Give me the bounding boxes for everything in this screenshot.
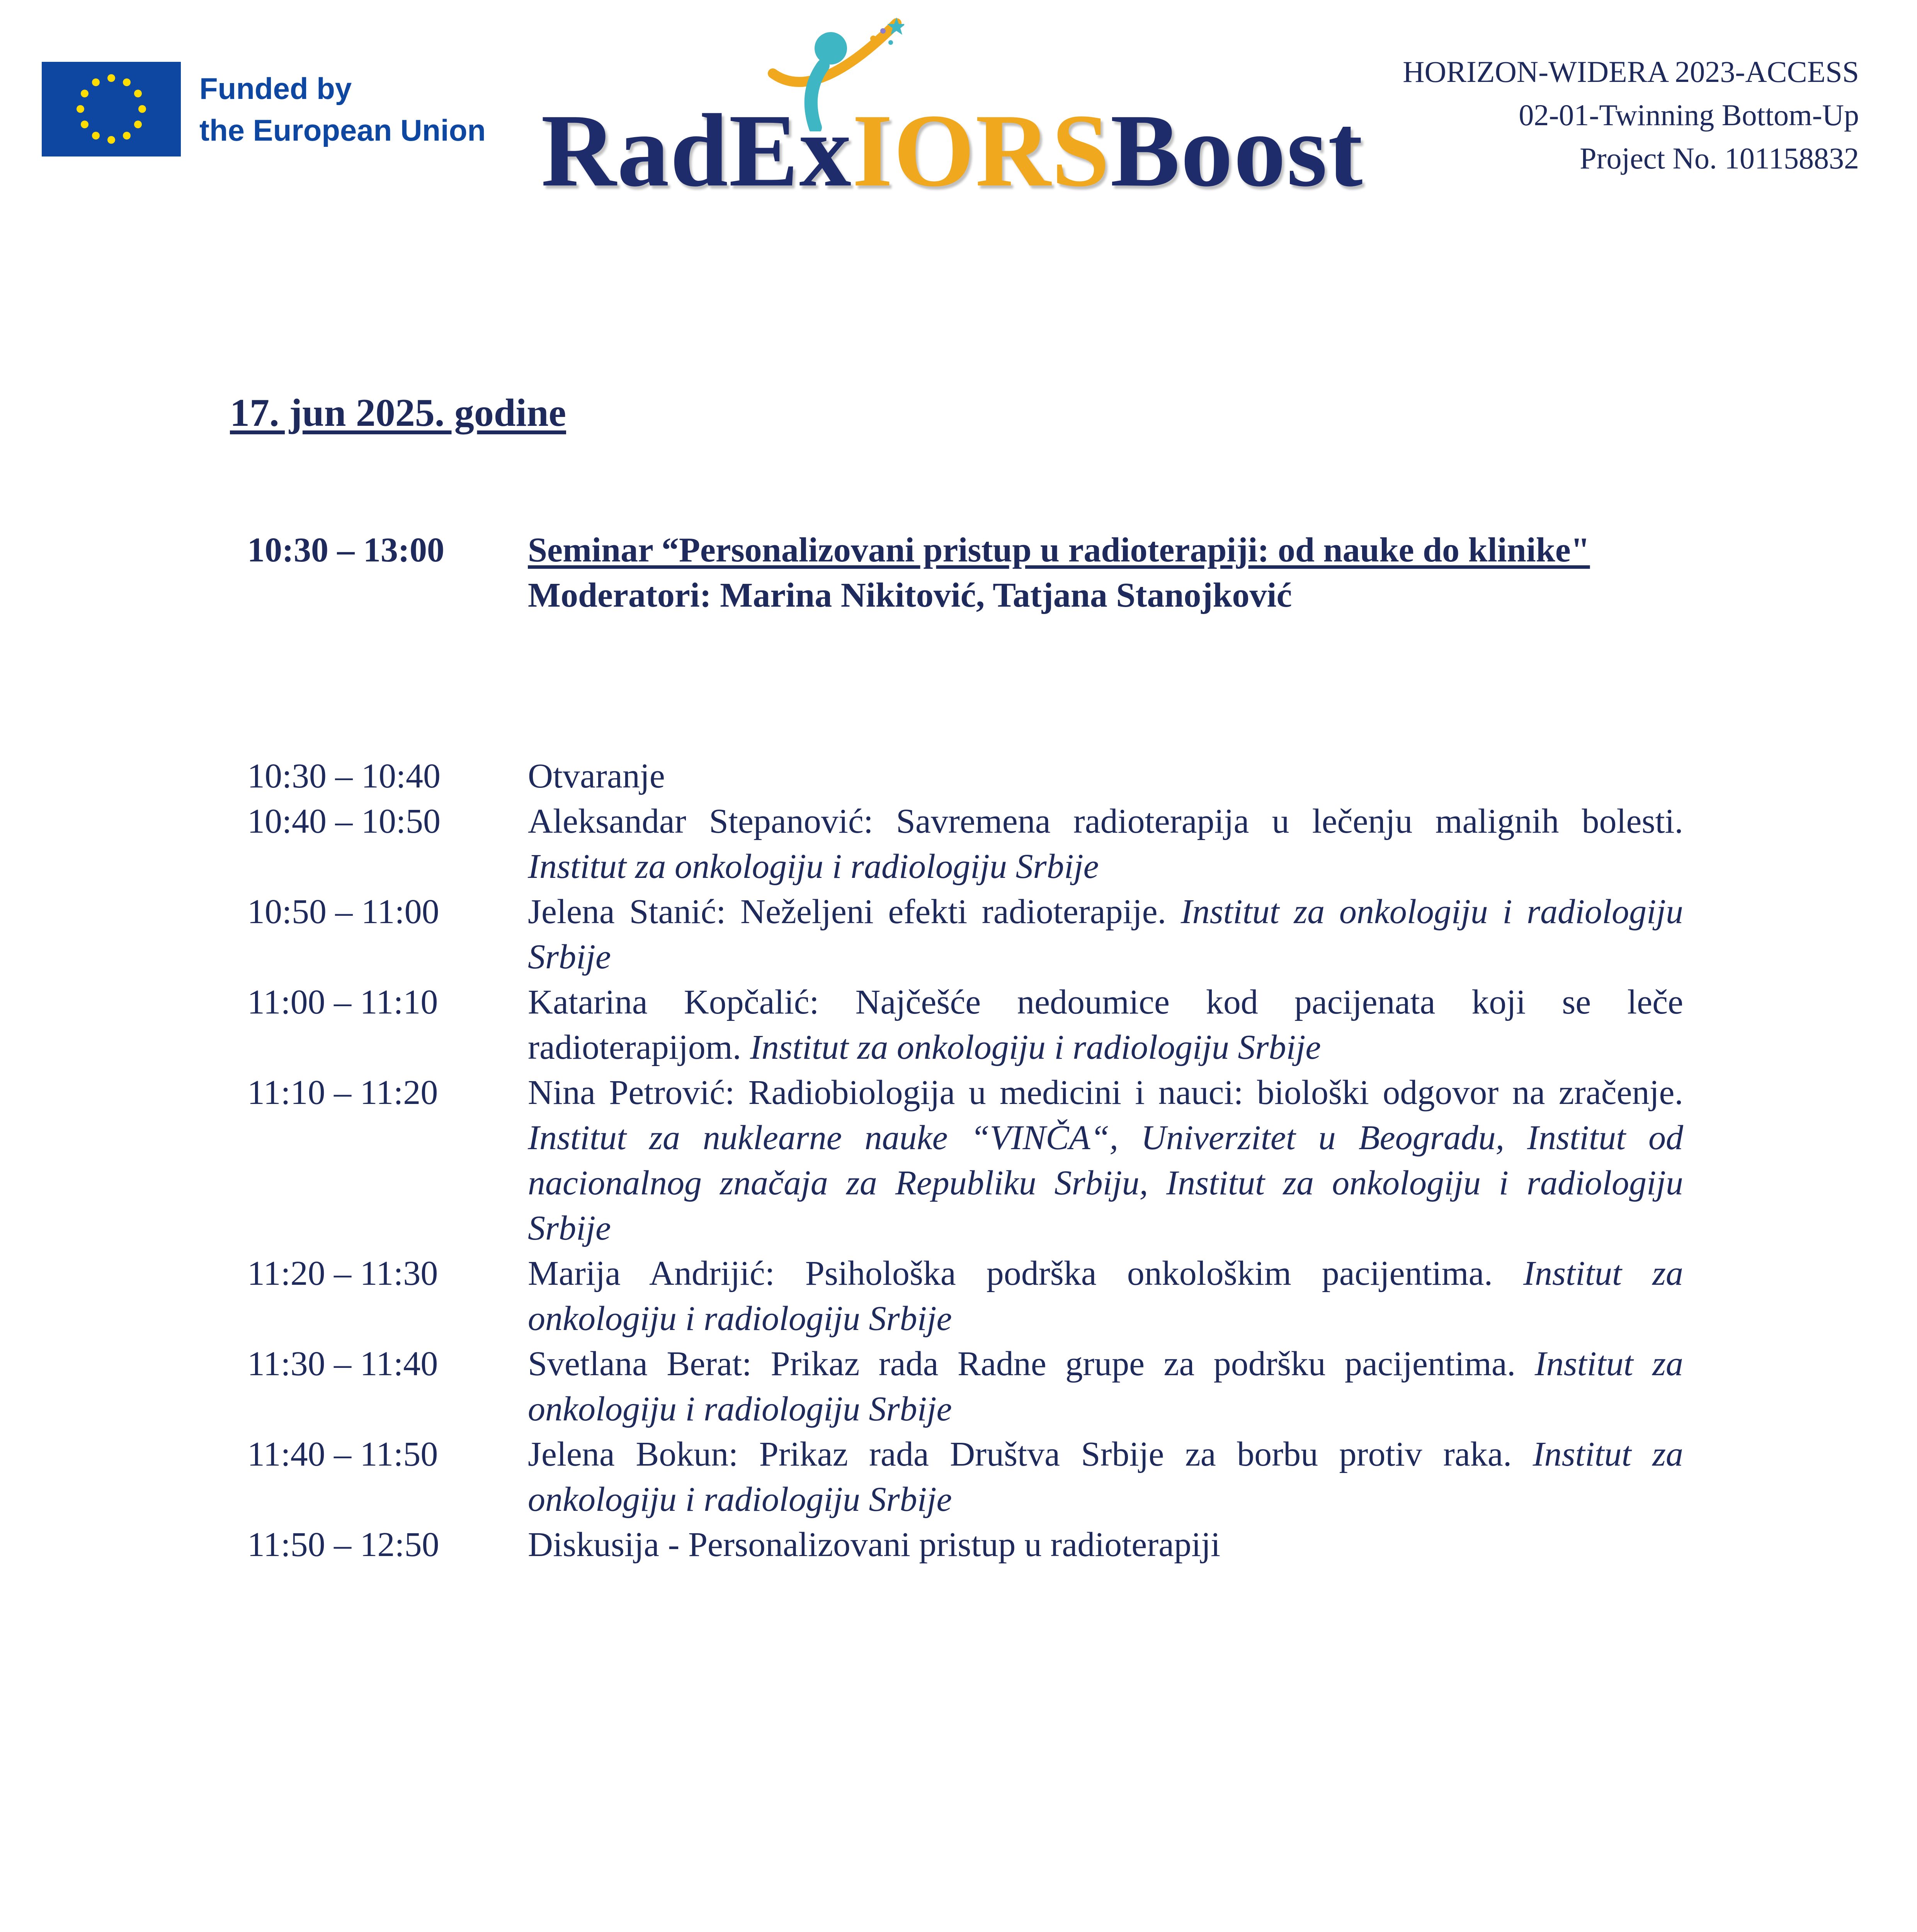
date-heading: 17. jun 2025. godine [230,391,566,435]
schedule-time: 11:40 – 11:50 [247,1435,438,1473]
talk-text: Jelena Bokun: Prikaz rada Društva Srbije za borbu protiv raka. [528,1435,1533,1473]
schedule-item [247,1432,1683,1522]
schedule-time: 10:30 – 10:40 [247,757,441,795]
project-line1: HORIZON-WIDERA 2023-ACCESS [1403,55,1859,88]
schedule-time: 11:20 – 11:30 [247,1254,438,1293]
schedule-item [247,1070,1683,1251]
eu-flag-icon [42,62,181,156]
schedule-time: 10:50 – 11:00 [247,893,439,931]
logo-text-part2: IORS [852,93,1111,208]
talk-text: Nina Petrović: Radiobiologija u medicini i nauci: biološki odgovor na zračenje. [528,1073,1683,1112]
schedule-content [528,753,1683,799]
seminar-time: 10:30 – 13:00 [247,531,444,569]
schedule-time: 11:30 – 11:40 [247,1345,438,1383]
schedule-time: 11:10 – 11:20 [247,1073,438,1112]
seminar-title: Seminar “Personalizovani pristup u radioterapiji: od nauke do klinike" [528,531,1590,569]
eu-funding-line2: the European Union [199,113,486,147]
project-line2: 02-01-Twinning Bottom-Up [1519,98,1859,132]
talk-text: Aleksandar Stepanović: Savremena radioterapija u lečenju malignih bolesti. [528,802,1683,840]
schedule-list [247,753,1683,1567]
schedule-content [528,980,1683,1070]
schedule-content [528,1522,1683,1567]
institution-text: Institut za onkologiju i radiologiju Srbije [528,1254,1683,1338]
institution-text: Institut za onkologiju i radiologiju Srbije [750,1028,1321,1066]
talk-text: Otvaranje [528,757,665,795]
eu-funding-line1: Funded by [199,71,352,105]
schedule-item [247,799,1683,889]
schedule-time: 10:40 – 10:50 [247,802,441,840]
schedule-content [528,889,1683,980]
schedule-time: 11:00 – 11:10 [247,983,438,1021]
project-logo [541,15,1364,209]
schedule-item [247,753,1683,799]
project-line3: Project No. 101158832 [1580,141,1859,175]
schedule-content [528,1070,1683,1251]
institution-text: Institut za onkologiju i radiologiju Srbije [528,893,1683,976]
talk-text: Katarina Kopčalić: Najčešće nedoumice kod pacijenata koji se leče radioterapijom. [528,983,1683,1066]
talk-text: Diskusija - Personalizovani pristup u radioterapiji [528,1526,1221,1564]
project-info [1403,50,1859,180]
talk-text: Svetlana Berat: Prikaz rada Radne grupe za podršku pacijentima. [528,1345,1535,1383]
eu-funding-block [42,62,486,156]
schedule-item [247,1522,1683,1567]
institution-text: Institut za onkologiju i radiologiju Srbije [528,847,1099,886]
institution-text: Institut za nuklearne nauke “VINČA“, Univerzitet u Beogradu, Institut od nacionalnog značaja za Republiku Srbiju, Institut za onkologiju i radiologiju Srbije [528,1119,1683,1247]
logo-wordmark [541,93,1364,208]
talk-text: Jelena Stanić: Neželjeni efekti radioterapije. [528,893,1181,931]
schedule-item [247,889,1683,980]
institution-text: Institut za onkologiju i radiologiju Srbije [528,1435,1683,1519]
institution-text: Institut za onkologiju i radiologiju Srbije [528,1345,1683,1428]
seminar-block [247,527,1683,618]
schedule-content [528,1432,1683,1522]
talk-text: Marija Andrijić: Psihološka podrška onkološkim pacijentima. [528,1254,1523,1293]
seminar-content [528,527,1683,618]
schedule-item [247,980,1683,1070]
schedule-time: 11:50 – 12:50 [247,1526,439,1564]
schedule-content [528,1251,1683,1341]
eu-funding-text [199,68,486,151]
seminar-moderators: Moderatori: Marina Nikitović, Tatjana Stanojković [528,576,1292,614]
schedule-content [528,1341,1683,1432]
schedule-content [528,799,1683,889]
logo-text-part1: RadEx [541,93,852,208]
logo-text-part3: Boost [1110,93,1364,208]
page-header [0,0,1917,216]
schedule-item [247,1251,1683,1341]
schedule-item [247,1341,1683,1432]
